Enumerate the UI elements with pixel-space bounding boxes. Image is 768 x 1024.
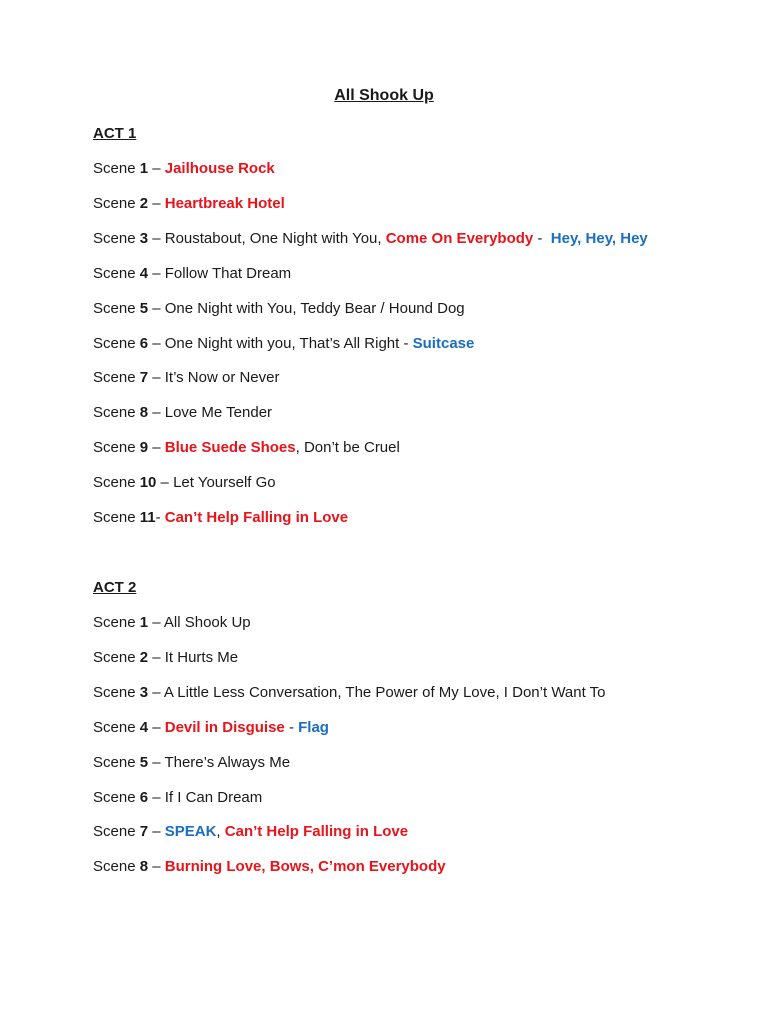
scene-line: [93, 159, 275, 179]
scene-line: [93, 788, 262, 808]
song-text: Roustabout, One Night with You,: [164, 230, 386, 247]
scene-number: 3: [139, 230, 149, 247]
scene-number: 11: [139, 509, 156, 526]
scene-prefix: Scene: [93, 369, 140, 386]
scene-prefix: Scene: [93, 474, 140, 491]
song-text: It Hurts Me: [164, 649, 239, 666]
scene-number: 5: [139, 300, 149, 317]
song-text: A Little Less Conversation, The Power of My Love, I Don’t Want To: [163, 684, 606, 701]
scene-separator: –: [148, 858, 165, 875]
act-heading: ACT 2: [93, 579, 137, 596]
scene-line: [93, 822, 408, 842]
song-highlight-blue: SPEAK: [164, 823, 217, 840]
scene-prefix: Scene: [93, 439, 140, 456]
scene-prefix: Scene: [93, 335, 140, 352]
scene-number: 4: [139, 719, 149, 736]
scene-line: [93, 753, 290, 773]
song-text: -: [284, 719, 299, 736]
song-text: One Night with You, Teddy Bear / Hound Dog: [164, 300, 465, 317]
scene-line: [93, 264, 291, 284]
scene-line: [93, 403, 272, 423]
scene-number: 5: [139, 754, 149, 771]
scene-line: [93, 438, 400, 458]
scene-prefix: Scene: [93, 300, 140, 317]
scene-line: [93, 613, 251, 633]
scene-separator: –: [148, 439, 165, 456]
scene-number: 3: [139, 684, 149, 701]
scene-number: 8: [139, 404, 149, 421]
scene-separator: –: [156, 474, 174, 491]
scene-prefix: Scene: [93, 649, 140, 666]
scene-separator: –: [148, 404, 165, 421]
scene-line: [93, 857, 446, 877]
song-highlight-blue: Suitcase: [412, 335, 475, 352]
song-text: One Night with you, That’s All Right -: [164, 335, 413, 352]
scene-number: 8: [139, 858, 149, 875]
song-text: , Don’t be Cruel: [295, 439, 400, 456]
scene-line: [93, 229, 648, 249]
song-highlight-red: Heartbreak Hotel: [164, 195, 285, 212]
scene-number: 4: [139, 265, 149, 282]
scene-separator: –: [148, 649, 165, 666]
song-text: Follow That Dream: [164, 265, 292, 282]
song-text: There’s Always Me: [164, 754, 291, 771]
act-heading: ACT 1: [93, 125, 137, 142]
scene-number: 6: [139, 335, 149, 352]
song-highlight-blue: Flag: [298, 719, 329, 736]
song-text: If I Can Dream: [164, 789, 263, 806]
scene-number: 2: [139, 195, 149, 212]
scene-line: [93, 299, 465, 319]
scene-number: 2: [139, 649, 149, 666]
scene-line: [93, 473, 276, 493]
scene-prefix: Scene: [93, 195, 140, 212]
song-highlight-red: Come On Everybody: [385, 230, 534, 247]
scene-separator: –: [148, 754, 165, 771]
scene-separator: –: [148, 684, 164, 701]
scene-line: [93, 683, 606, 703]
scene-separator: –: [148, 823, 165, 840]
scene-separator: –: [148, 789, 165, 806]
scene-number: 7: [139, 369, 149, 386]
song-text: All Shook Up: [163, 614, 251, 631]
scene-prefix: Scene: [93, 230, 140, 247]
scene-separator: –: [148, 335, 165, 352]
scene-prefix: Scene: [93, 509, 140, 526]
scene-separator: –: [148, 719, 165, 736]
scene-separator: –: [148, 369, 165, 386]
scene-prefix: Scene: [93, 265, 140, 282]
scene-separator: -: [155, 509, 165, 526]
scene-line: [93, 334, 474, 354]
scene-prefix: Scene: [93, 789, 140, 806]
scene-separator: –: [148, 230, 165, 247]
scene-number: 7: [139, 823, 149, 840]
song-highlight-red: Jailhouse Rock: [164, 160, 275, 177]
scene-prefix: Scene: [93, 404, 140, 421]
song-highlight-red: Burning Love, Bows, C’mon Everybody: [164, 858, 446, 875]
scene-number: 10: [139, 474, 157, 491]
scene-prefix: Scene: [93, 823, 140, 840]
scene-number: 9: [139, 439, 149, 456]
page-title: All Shook Up: [334, 87, 434, 104]
scene-separator: –: [148, 195, 165, 212]
song-highlight-red: Can’t Help Falling in Love: [224, 823, 409, 840]
scene-number: 6: [139, 789, 149, 806]
scene-line: [93, 648, 238, 668]
song-text: It’s Now or Never: [164, 369, 280, 386]
scene-number: 1: [139, 614, 149, 631]
scene-line: [93, 194, 285, 214]
song-text: -: [533, 230, 547, 247]
song-text: ,: [216, 823, 225, 840]
scene-prefix: Scene: [93, 160, 140, 177]
song-text: Let Yourself Go: [173, 474, 276, 491]
scene-prefix: Scene: [93, 684, 140, 701]
scene-line: [93, 718, 329, 738]
song-highlight-blue: Hey, Hey, Hey: [546, 230, 648, 247]
scene-prefix: Scene: [93, 614, 140, 631]
scene-line: [93, 368, 280, 388]
scene-line: [93, 508, 348, 528]
scene-prefix: Scene: [93, 858, 140, 875]
scene-separator: –: [148, 614, 164, 631]
scene-number: 1: [139, 160, 149, 177]
scene-separator: –: [148, 300, 165, 317]
scene-separator: –: [148, 160, 165, 177]
scene-separator: –: [148, 265, 165, 282]
scene-prefix: Scene: [93, 719, 140, 736]
song-text: Love Me Tender: [164, 404, 273, 421]
song-highlight-red: Devil in Disguise: [164, 719, 285, 736]
song-highlight-red: Can’t Help Falling in Love: [164, 509, 349, 526]
song-highlight-red: Blue Suede Shoes: [164, 439, 296, 456]
scene-prefix: Scene: [93, 754, 140, 771]
